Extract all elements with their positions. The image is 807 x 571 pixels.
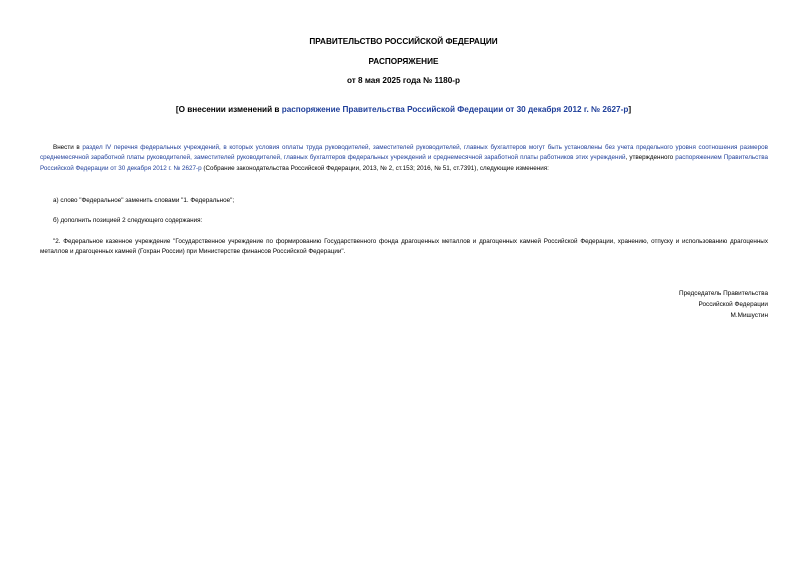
p1-end: (Собрание законодательства Российской Федерации, 2013, № 2, ст.153; 2016, № 51, ст.7391), следующие изменения: <box>201 164 549 172</box>
signature-title: Председатель Правительства <box>679 290 768 297</box>
issuing-authority: ПРАВИТЕЛЬСТВО РОССИЙСКОЙ ФЕДЕРАЦИИ <box>309 37 498 46</box>
subject-prefix: [О внесении изменений в <box>175 105 282 114</box>
subject-link[interactable]: распоряжение Правительства Российской Федерации от 30 декабря 2012 г. № 2627-р <box>281 105 629 114</box>
signature-country: Российской Федерации <box>698 301 768 308</box>
document-date-number: от 8 мая 2025 года № 1180-р <box>346 76 461 85</box>
document-subject <box>0 105 807 114</box>
signature-name: М.Мишустин <box>730 312 768 319</box>
order-2627-link[interactable]: распоряжением Правительства Российской Федерации от 30 декабря 2012 г. № 2627-р <box>40 154 768 172</box>
paragraph-quote <box>40 237 768 258</box>
p2-text: а) слово "Федеральное" заменить словами "1. Федеральное"; <box>53 197 235 204</box>
document-type: РАСПОРЯЖЕНИЕ <box>368 57 439 66</box>
p3-text: б) дополнить позицией 2 следующего содержания: <box>53 217 203 224</box>
p1-start: Внести в <box>53 144 83 151</box>
subject-suffix: ] <box>628 105 632 114</box>
p1-mid: , утвержденного <box>625 154 676 162</box>
paragraph-main <box>40 143 768 174</box>
paragraph-a <box>40 196 768 206</box>
signature-block <box>679 288 768 321</box>
section-iv-link[interactable]: раздел IV перечня федеральных учреждений, в которых условия оплаты труда руководителей, заместителей руководителей, главных бухгалтеров могут быть установлены без учета предельного уровня соотношения размеров среднемесячной заработной платы руководителей, заместителей руководителей, главных бухгалтеров федеральных учреждений и среднемесячной заработной платы работников этих учреждений <box>40 144 768 162</box>
paragraph-b <box>40 216 768 226</box>
p4-text: "2. Федеральное казенное учреждение "Государственное учреждение по формированию Государственного фонда драгоценных металлов и драгоценных камней Российской Федерации, хранению, отпуску и использованию драгоценных металлов и драгоценных камней (Гохран России) при Министерстве финансов Российской Федерации". <box>40 238 768 256</box>
